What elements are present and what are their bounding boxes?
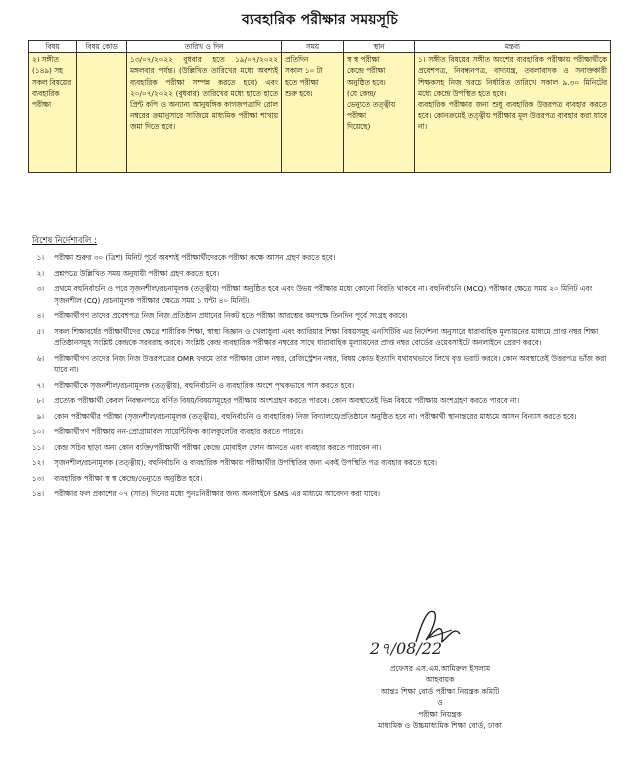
item-text: পরীক্ষার্থীগণ তাদের প্রবেশপত্র নিজ নিজ প্রতিষ্ঠান প্রধানের নিকট হতে পরীক্ষা আরম্ভের কমপক্ষে তিনদিন পূর্বে সংগ্রহ করবে। (54, 311, 408, 320)
cell-date: ১৩/০৭/২০২২ বুধবার হতে ১৯/০৭/২০২২ মঙ্গলবার পর্যন্ত। (উল্লিখিত তারিখের মধ্যে অবশ্যই ব্যবহারিক পরীক্ষা সম্পন্ন করতে হবে) এবং ২০/০৭/২০২২ (বুধবার) তারিখের মধ্যে হাতে হাতে প্রিন্ট কপি ও অন্যান্য আনুষঙ্গিক কাগজপত্রাদি রোল নম্বরের ক্রমানুসারে সাজিয়ে মাধ্যমিক পরীক্ষা শাখায় জমা দিতে হবে। (127, 53, 282, 173)
signatory-role-controller: পরীক্ষা নিয়ন্ত্রক (418, 709, 462, 719)
list-item (18, 473, 618, 485)
item-number: ৮। (36, 396, 44, 405)
list-item (18, 395, 618, 407)
table-header-row (29, 41, 611, 53)
signatory-role-convener: আহবায়ক (425, 675, 455, 685)
item-number: ৫। (36, 326, 44, 336)
signatory-and: ও (437, 698, 443, 708)
table-row (29, 53, 611, 173)
item-number: ১৪। (31, 489, 44, 498)
list-item (18, 442, 618, 454)
signature-date: 2৭/08/22 (370, 639, 443, 658)
item-text: পরীক্ষার্থীকে সৃজনশীল/রচনামূলক (তত্ত্বীয়), বহুনির্বাচনি ও ব্যবহারিক অংশে পৃথকভাবে পাস করতে হবে। (54, 380, 355, 390)
header-place: স্থান (344, 41, 415, 53)
list-item (18, 252, 618, 264)
instructions-list (18, 252, 618, 504)
list-item (18, 310, 618, 322)
list-item (18, 488, 618, 500)
item-text: পরীক্ষার্থীগণ পরীক্ষায় নন-প্রোগ্রামাবল সায়েন্টিফিক ক্যালকুলেটর ব্যবহার করতে পারবে। (54, 427, 303, 436)
item-number: ১। (36, 253, 44, 262)
item-number: ৬। (36, 353, 44, 363)
cell-time: প্রতিদিন সকাল ১০ টা হতে পরীক্ষা শুরু হবে। (282, 53, 344, 173)
cell-code (77, 53, 127, 173)
signatory-board: মাধ্যমিক ও উচ্চমাধ্যমিক শিক্ষা বোর্ড, ঢাকা (378, 721, 502, 731)
item-number: ১৩। (31, 473, 44, 483)
item-number: ১০। (31, 427, 44, 436)
signatory-block (290, 663, 590, 731)
item-number: ১২। (31, 458, 44, 467)
item-text: প্রশ্নপত্রে উল্লিখিত সময় অনুযায়ী পরীক্ষা গ্রহণ করতে হবে। (54, 268, 220, 278)
cell-remarks: ১। সঙ্গীত বিষয়ের সঙ্গীত অংশের ব্যবহারিক পরীক্ষায় পরীক্ষার্থীকে প্রবেশপত্র, নিবন্ধনপত্র, বাদ্যযন্ত্র, তবলাবাদক ও সনাক্তকারী শিক্ষকসহ নিজ খরচে নির্ধারিত তারিখে সকাল ৯.৩০ মিনিটের মধ্যে কেন্দ্রে উপস্থিত হতে হবে। ব্যবহারিক পরীক্ষার জন্য শুধু ব্যবহারিক উত্তরপত্র ব্যবহার করতে হবে। কোনক্রমেই তত্ত্বীয় পরীক্ষার মূল উত্তরপত্র ব্যবহার করা যাবে না। (415, 53, 611, 173)
item-text: প্রথমে বহুনির্বাচনি ও পরে সৃজনশীল/রচনামূলক (তত্ত্বীয়) পরীক্ষা অনুষ্ঠিত হবে এবং উভয় পরীক্ষার মধ্যে কোনো বিরতি থাকবে না। বহুনির্বাচনি (MCQ) পরীক্ষার ক্ষেত্রে সময় ২০ মিনিট এবং সৃজনশীল (CQ) /রচনামূলক পরীক্ষার ক্ষেত্রে সময় ১ ঘন্টা ৪০ মিনিট। (54, 284, 593, 305)
item-text: সৃজনশীল/রচনামূলক (তত্ত্বীয়), বহুনির্বাচনি ও ব্যবহারিক পরীক্ষায় পরীক্ষার্থীর উপস্থিতির জন্য একই উপস্থিতি পত্র ব্যবহার করতে হবে। (54, 458, 437, 467)
item-number: ৩। (36, 284, 44, 293)
item-text: পরীক্ষা শুরুর ৩০ (ত্রিশ) মিনিট পূর্বে অবশ্যই পরীক্ষার্থীদেরকে পরীক্ষা কক্ষে আসন গ্রহণ করতে হবে। (54, 253, 336, 262)
header-code: বিষয় কোড (77, 41, 127, 53)
header-remarks: মন্তব্য (415, 41, 611, 53)
header-time: সময় (282, 41, 344, 53)
list-item (18, 457, 618, 469)
item-number: ৯। (36, 411, 44, 421)
item-text: কেন্দ্র সচিব ছাড়া অন্য কোন ব্যক্তি/পরীক্ষার্থী পরীক্ষা কেন্দ্রে মোবাইল ফোন আনতে এবং ব্যবহার করতে পারবেন না। (54, 442, 382, 452)
header-date: তারিখ ও দিন (127, 41, 282, 53)
cell-subject: ২। সঙ্গীত (১৪৯) সহ সকল বিষয়ের ব্যবহারিক পরীক্ষা (29, 53, 77, 173)
list-item (18, 283, 618, 306)
cell-place: স্ব স্ব পরীক্ষা কেন্দ্রে পরীক্ষা অনুষ্ঠিত হবে। (যে কেন্দ্র/ ভেন্যুতে তত্ত্বীয় পরীক্ষা দিয়েছে) (344, 53, 415, 173)
page-title: ব্যবহারিক পরীক্ষার সময়সূচি (242, 12, 398, 28)
item-text: ব্যবহারিক পরীক্ষা স্ব স্ব কেন্দ্রে/ভেন্যুতে অনুষ্ঠিত হবে। (54, 473, 203, 483)
special-instructions-heading: বিশেষ নির্দেশাবলি : (32, 236, 97, 246)
list-item (18, 411, 618, 423)
signatory-committee: আন্তঃ শিক্ষা বোর্ড পরীক্ষা নিয়ন্ত্রক কমিটি (380, 686, 500, 696)
signatory-name: প্রফেসর এস.এম.আমিরুল ইসলাম (389, 664, 491, 673)
list-item (18, 380, 618, 392)
item-text: পরীক্ষার ফল প্রকাশের ০৭ (সাত) দিনের মধ্যে পুনঃনিরীক্ষার জন্য অনলাইনে SMS এর মাধ্যমে আবেদন করা যাবে। (54, 489, 381, 498)
item-number: ৪। (36, 311, 44, 320)
item-text: কোন পরীক্ষার্থীর পরীক্ষা (সৃজনশীল/রচনামূলক (তত্ত্বীয়), বহুনির্বাচনি ও ব্যবহারিক) নিজ বিদ্যালয়ে/প্রতিষ্ঠানে অনুষ্ঠিত হবে না। পরীক্ষার্থী স্থানান্তরের মাধ্যমে আসন বিন্যাস করতে হবে। (54, 411, 577, 421)
list-item (18, 326, 618, 349)
item-number: ২। (36, 268, 44, 278)
list-item (18, 268, 618, 280)
schedule-table (28, 40, 611, 173)
item-number: ১১। (31, 442, 44, 452)
list-item (18, 426, 618, 438)
item-text: প্রত্যেক পরীক্ষার্থী কেবল নিবন্ধনপত্রে বর্ণিত বিষয়/বিষয়সমূহের পরীক্ষায় অংশগ্রহণ করতে পারবে। কোন অবস্থাতেই ভিন্ন বিষয়ে পরীক্ষায় অংশগ্রহণ করতে পারবে না। (54, 396, 520, 405)
header-subject: বিষয় (29, 41, 77, 53)
item-number: ৭। (36, 380, 44, 390)
item-text: সকল শিক্ষাবর্ষের পরীক্ষার্থীদের ক্ষেত্রে শারীরিক শিক্ষা, স্বাস্থ্য বিজ্ঞান ও খেলাধুলা এবং ক্যারিয়ার শিক্ষা বিষয়সমূহ এনসিটিবি এর নির্দেশনা অনুসারে ধারাবাহিক মূল্যায়নের মাধ্যমে প্রাপ্ত নম্বর শিক্ষা প্রতিষ্ঠানসমূহ সংশ্লিষ্ট কেন্দ্রকে সরবরাহ করবে। সংশ্লিষ্ট কেন্দ্র ব্যবহারিক পরীক্ষার নম্বরের সাথে ধারাবাহিক মূল্যায়নের প্রাপ্ত নম্বর বোর্ডের ওয়েবসাইটে অনলাইনে প্রেরণ করবে। (54, 326, 599, 347)
list-item (18, 353, 618, 376)
item-text: পরীক্ষার্থীগণ তাদের নিজ নিজ উত্তরপত্রের OMR ফরমে তার পরীক্ষার রোল নম্বর, রেজিস্ট্রেশন নম্বর, বিষয় কোড ইত্যাদি যথাযথভাবে লিখে বৃত্ত ভরাট করবে। কোন অবস্থাতেই উত্তরপত্র ভাঁজ করা যাবে না। (54, 353, 607, 374)
